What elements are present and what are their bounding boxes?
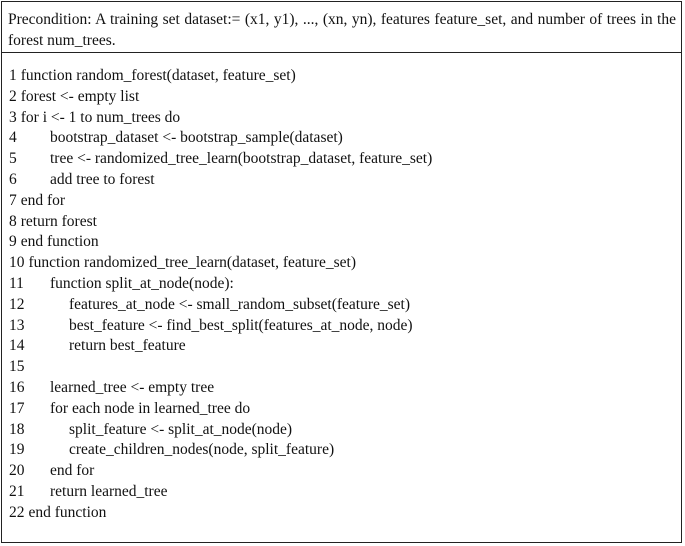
header-divider (2, 52, 681, 53)
line-number: 1 (9, 67, 17, 84)
line-text: forest <- empty list (20, 87, 140, 105)
code-line-17 (9, 399, 677, 420)
line-text: best_feature <- find_best_split(features_at_node, node) (69, 316, 413, 334)
code-line-18 (9, 420, 677, 441)
line-number: 19 (9, 441, 25, 459)
pseudocode-block (9, 66, 677, 524)
code-line-1 (9, 66, 677, 87)
code-line-11 (9, 274, 677, 295)
line-text: end function (28, 503, 107, 521)
code-line-12 (9, 295, 677, 316)
line-number: 3 (9, 108, 17, 126)
line-number: 5 (9, 150, 17, 168)
code-line-9 (9, 232, 677, 253)
code-line-4 (9, 128, 677, 149)
line-number: 4 (9, 129, 17, 147)
code-line-7 (9, 191, 677, 212)
line-text: learned_tree <- empty tree (50, 378, 215, 396)
line-text: add tree to forest (50, 170, 155, 188)
line-number: 8 (9, 212, 17, 230)
code-line-15 (9, 357, 677, 378)
code-line-5 (9, 149, 677, 170)
line-text: function split_at_node(node): (50, 274, 234, 292)
line-text: split_feature <- split_at_node(node) (69, 420, 293, 438)
line-text: end function (20, 233, 99, 251)
code-line-2 (9, 87, 677, 108)
line-number: 6 (9, 170, 17, 188)
line-number: 10 (9, 254, 25, 272)
line-text: for i <- 1 to num_trees do (20, 108, 181, 126)
line-text: tree <- randomized_tree_learn(bootstrap_dataset, feature_set) (50, 150, 433, 168)
line-text: create_children_nodes(node, split_feature) (69, 441, 335, 459)
line-number: 7 (9, 191, 17, 209)
code-line-20 (9, 461, 677, 482)
line-number: 18 (9, 420, 25, 438)
code-line-14 (9, 336, 677, 357)
line-text: function randomized_tree_learn(dataset, feature_set) (28, 254, 356, 272)
line-text: return forest (20, 212, 97, 230)
line-text: for each node in learned_tree do (50, 399, 251, 417)
code-line-21 (9, 482, 677, 503)
line-text: function random_forest(dataset, feature_set) (20, 67, 296, 84)
code-line-8 (9, 212, 677, 233)
algorithm-box (1, 1, 682, 543)
line-number: 17 (9, 399, 25, 417)
line-number: 22 (9, 503, 25, 521)
line-number: 21 (9, 482, 25, 500)
code-line-19 (9, 440, 677, 461)
precondition-text: Precondition: A training set dataset:= (x1, y1), ..., (xn, yn), features feature_set, and number of trees in the forest num_trees. (8, 11, 676, 49)
line-number: 15 (9, 358, 25, 376)
line-text: features_at_node <- small_random_subset(feature_set) (69, 295, 411, 313)
code-line-22 (9, 503, 677, 524)
line-number: 2 (9, 87, 17, 105)
line-text: return best_feature (69, 337, 186, 355)
line-text: bootstrap_dataset <- bootstrap_sample(dataset) (50, 129, 343, 147)
code-line-3 (9, 108, 677, 129)
line-number: 20 (9, 462, 25, 480)
line-number: 12 (9, 295, 25, 313)
line-text: end for (20, 191, 66, 209)
line-number: 11 (9, 274, 24, 292)
code-line-10 (9, 253, 677, 274)
line-number: 13 (9, 316, 25, 334)
code-line-16 (9, 378, 677, 399)
code-line-13 (9, 316, 677, 337)
line-number: 14 (9, 337, 25, 355)
line-text: end for (50, 462, 95, 480)
line-text: return learned_tree (50, 482, 168, 500)
code-line-6 (9, 170, 677, 191)
line-number: 9 (9, 233, 17, 251)
line-number: 16 (9, 378, 25, 396)
